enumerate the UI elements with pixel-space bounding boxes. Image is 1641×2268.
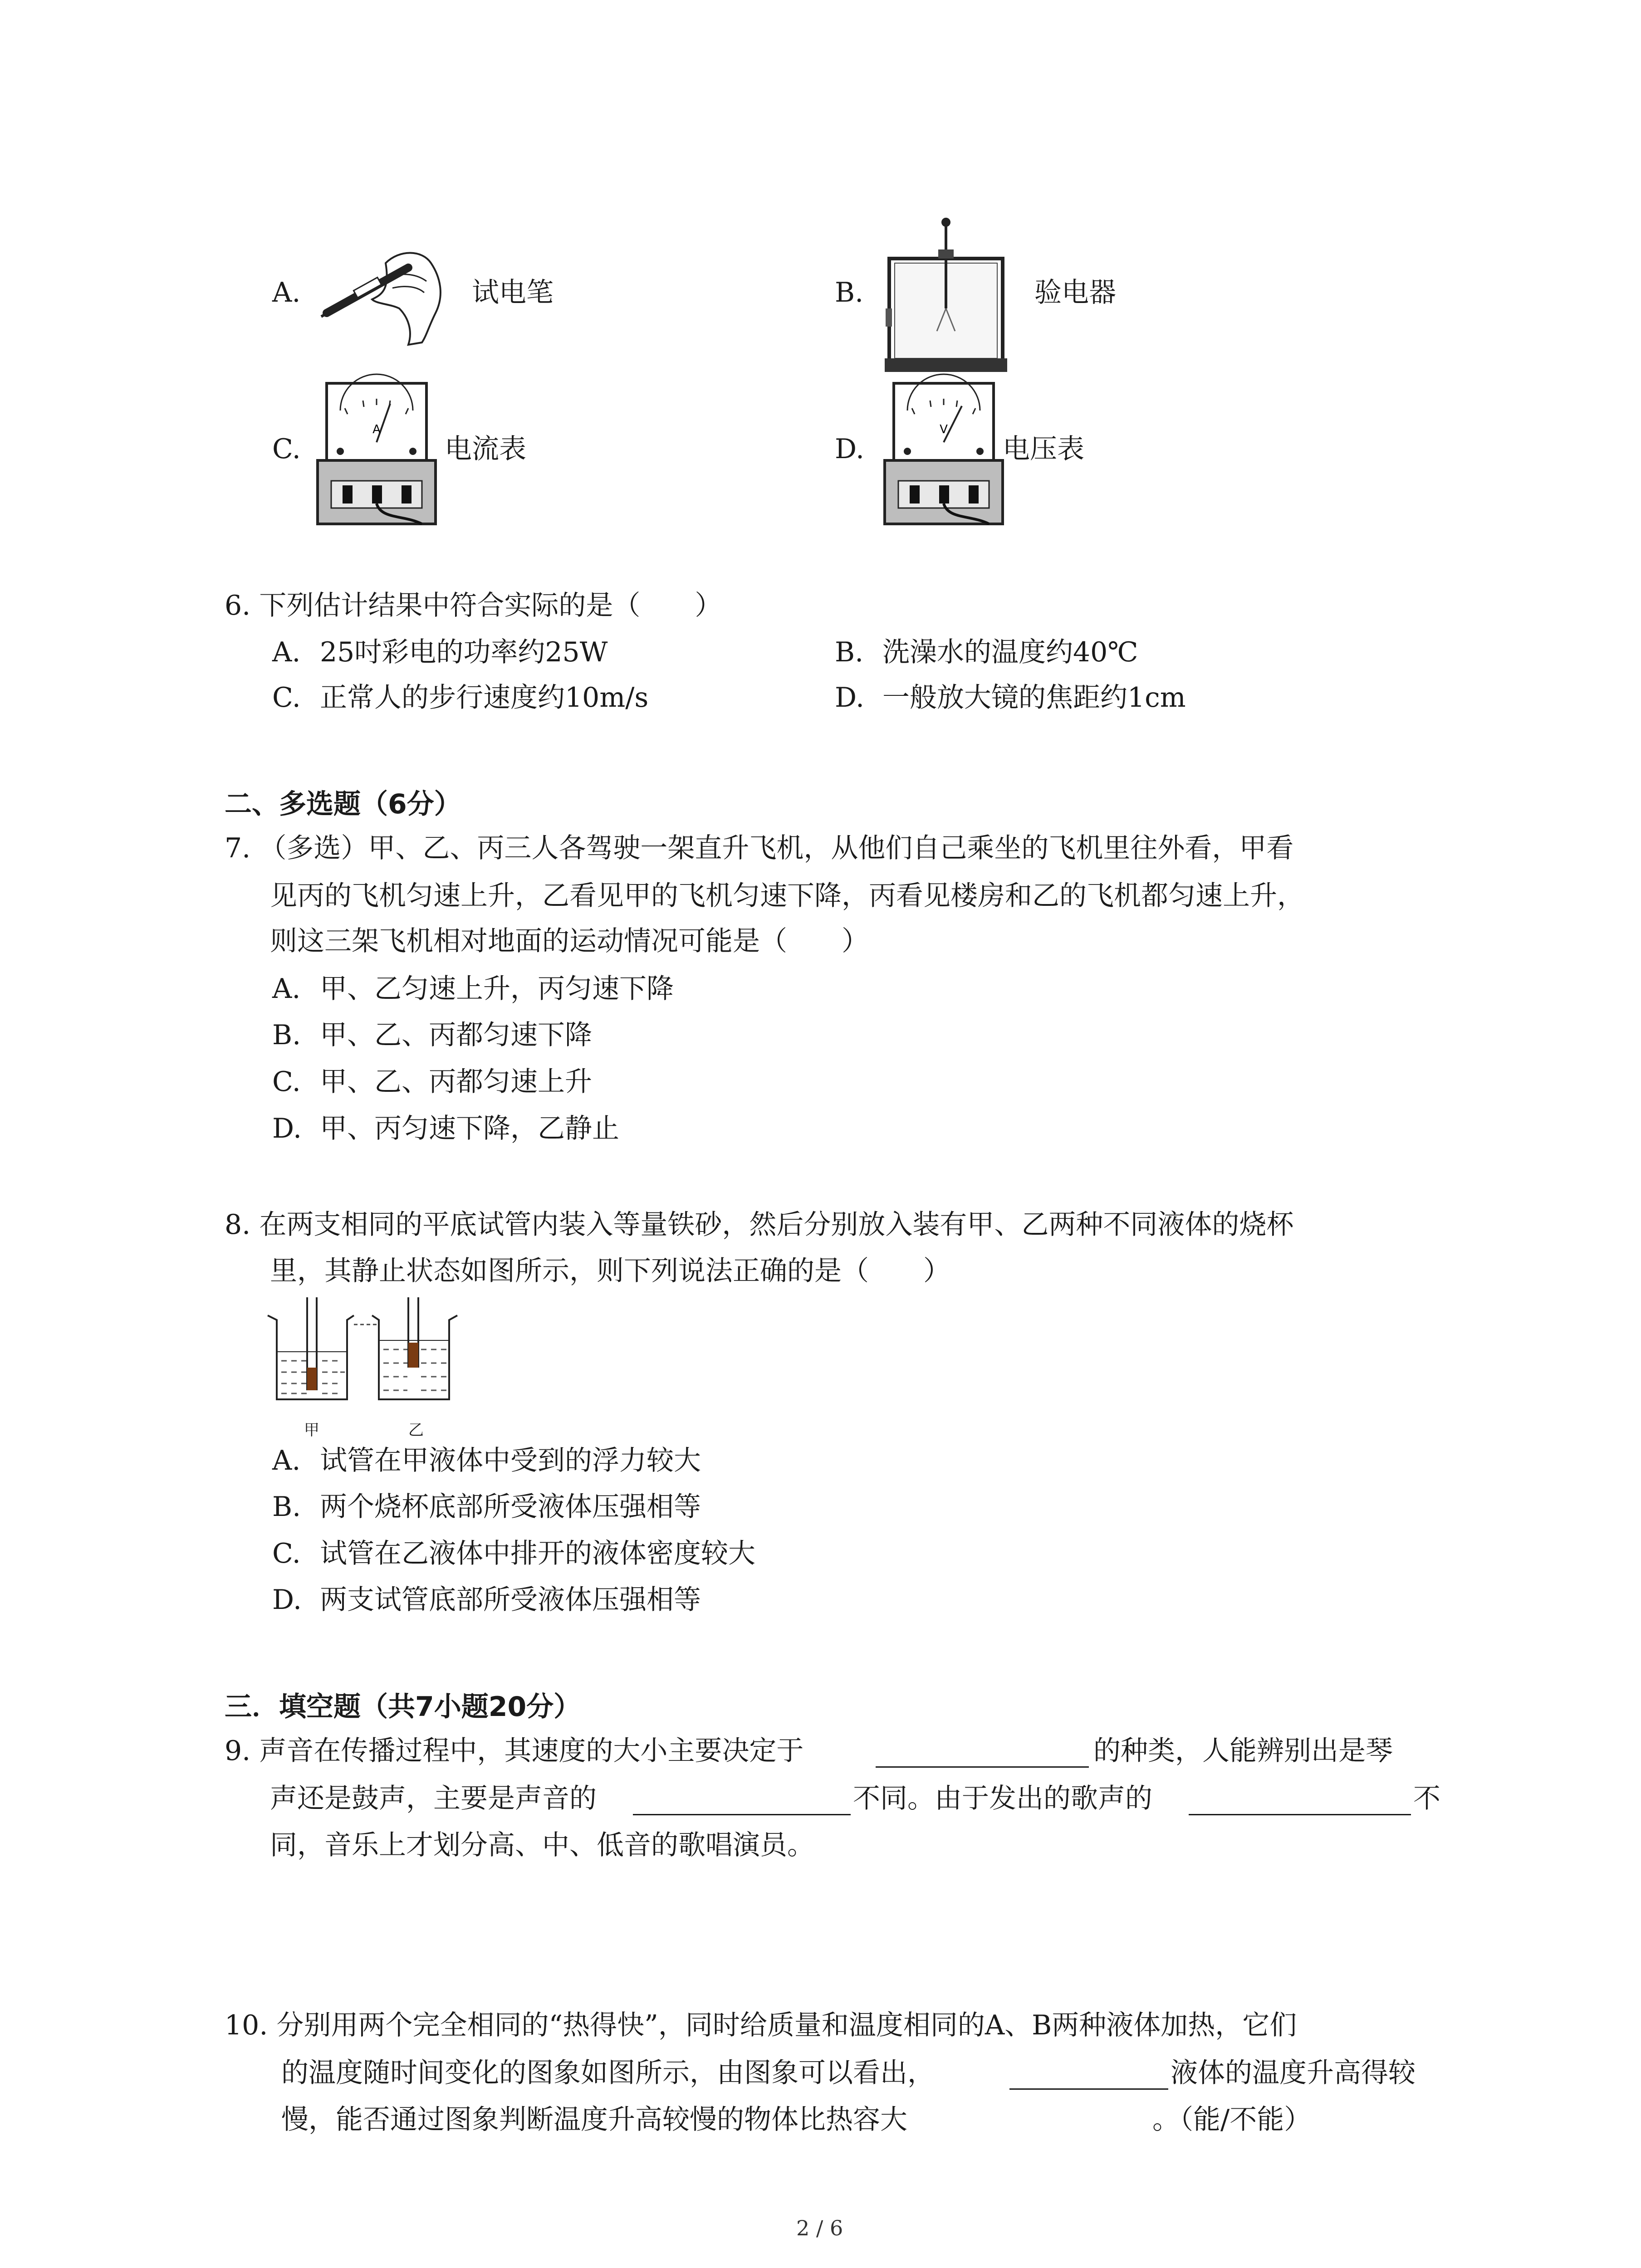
- q10-line-3b: 。（能/不能）: [1152, 2104, 1312, 2136]
- q9-blank-3[interactable]: [1189, 1789, 1411, 1815]
- q8-option-b-text: 两个烧杯底部所受液体压强相等: [320, 1491, 701, 1523]
- q7-line-2: 见丙的飞机匀速上升，乙看见甲的飞机匀速下降，丙看见楼房和乙的飞机都匀速上升，: [270, 880, 1304, 912]
- q7-option-b-text: 甲、乙、丙都匀速下降: [320, 1019, 592, 1051]
- q5-option-c-label: 电流表: [445, 433, 526, 465]
- q8-option-b-letter: B.: [272, 1491, 301, 1523]
- q9-blank-1[interactable]: [876, 1741, 1089, 1768]
- beakers-figure: [263, 1297, 463, 1415]
- q9-line-1a: 9. 声音在传播过程中，其速度的大小主要决定于: [225, 1735, 804, 1767]
- svg-text:A: A: [372, 423, 381, 436]
- q9-line-2b: 不同。由于发出的歌声的: [853, 1783, 1152, 1814]
- q8-line-2: 里，其静止状态如图所示，则下列说法正确的是（ ）: [270, 1255, 950, 1287]
- q8-option-c-text: 试管在乙液体中排开的液体密度较大: [320, 1538, 755, 1569]
- q8-option-c-letter: C.: [272, 1538, 301, 1569]
- q7-option-d-text: 甲、丙匀速下降，乙静止: [320, 1113, 619, 1144]
- q5-option-b-label: 验电器: [1034, 277, 1116, 308]
- q10-line-2b: 液体的温度升高得较: [1171, 2057, 1416, 2089]
- q5-option-b-letter: B.: [835, 277, 864, 308]
- q5-option-c-letter: C.: [272, 433, 301, 465]
- q5-option-d-letter: D.: [835, 433, 865, 465]
- section3-title: 三．填空题（共7小题20分）: [225, 1691, 581, 1723]
- q9-blank-2[interactable]: [633, 1789, 851, 1815]
- q7-line-1: 7. （多选）甲、乙、丙三人各驾驶一架直升飞机，从他们自己乘坐的飞机里往外看，甲看: [225, 832, 1294, 864]
- beaker-label-jia: 甲: [304, 1421, 319, 1439]
- section2-title: 二、多选题（6分）: [225, 788, 461, 820]
- q8-line-1: 8. 在两支相同的平底试管内装入等量铁砂，然后分别放入装有甲、乙两种不同液体的烧杯: [225, 1209, 1294, 1241]
- q8-option-d-letter: D.: [272, 1584, 302, 1616]
- q10-blank-1[interactable]: [1009, 2063, 1168, 2090]
- q5-option-a-letter: A.: [272, 277, 301, 308]
- q7-option-a-text: 甲、乙匀速上升，丙匀速下降: [320, 973, 674, 1005]
- q7-option-c-text: 甲、乙、丙都匀速上升: [320, 1066, 592, 1098]
- q8-option-d-text: 两支试管底部所受液体压强相等: [320, 1584, 701, 1616]
- q7-option-a-letter: A.: [272, 973, 301, 1005]
- q9-line-1b: 的种类，人能辨别出是琴: [1093, 1735, 1393, 1767]
- voltmeter-icon: [885, 383, 1003, 524]
- electroscope-icon: [885, 218, 1007, 372]
- q10-line-3a: 慢，能否通过图象判断温度升高较慢的物体比热容大: [281, 2104, 907, 2136]
- q7-option-d-letter: D.: [272, 1113, 302, 1144]
- q8-option-a-letter: A.: [272, 1445, 301, 1476]
- test-pen-icon: [318, 236, 454, 345]
- q9-line-2c: 不: [1413, 1783, 1440, 1814]
- q6-option-d-text: 一般放大镜的焦距约1cm: [882, 682, 1186, 714]
- q6-option-b-letter: B.: [835, 636, 864, 668]
- q5-option-a-label: 试电笔: [472, 277, 554, 308]
- ammeter-icon: [318, 383, 436, 524]
- q6-option-d-letter: D.: [835, 682, 865, 714]
- q9-line-2a: 声还是鼓声，主要是声音的: [270, 1783, 597, 1814]
- page-number: 2 / 6: [796, 2216, 843, 2240]
- q10-line-2a: 的温度随时间变化的图象如图所示，由图象可以看出，: [281, 2057, 935, 2089]
- q7-line-3: 则这三架飞机相对地面的运动情况可能是（ ）: [270, 925, 869, 957]
- q8-option-a-text: 试管在甲液体中受到的浮力较大: [320, 1445, 701, 1476]
- q5-option-d-label: 电压表: [1003, 433, 1084, 465]
- q6-option-c-text: 正常人的步行速度约10m/s: [320, 682, 649, 714]
- q10-line-1: 10. 分别用两个完全相同的“热得快”，同时给质量和温度相同的A、B两种液体加热，它们: [225, 2009, 1297, 2041]
- beaker-label-yi: 乙: [408, 1421, 424, 1439]
- q6-option-a-text: 25吋彩电的功率约25W: [320, 636, 608, 668]
- q9-line-3: 同，音乐上才划分高、中、低音的歌唱演员。: [270, 1829, 814, 1861]
- q6-stem: 6. 下列估计结果中符合实际的是（ ）: [225, 590, 722, 621]
- q6-option-c-letter: C.: [272, 682, 301, 714]
- q7-option-c-letter: C.: [272, 1066, 301, 1098]
- q6-option-a-letter: A.: [272, 636, 301, 668]
- svg-text:V: V: [940, 423, 948, 436]
- q7-option-b-letter: B.: [272, 1019, 301, 1051]
- q6-option-b-text: 洗澡水的温度约40℃: [882, 636, 1138, 668]
